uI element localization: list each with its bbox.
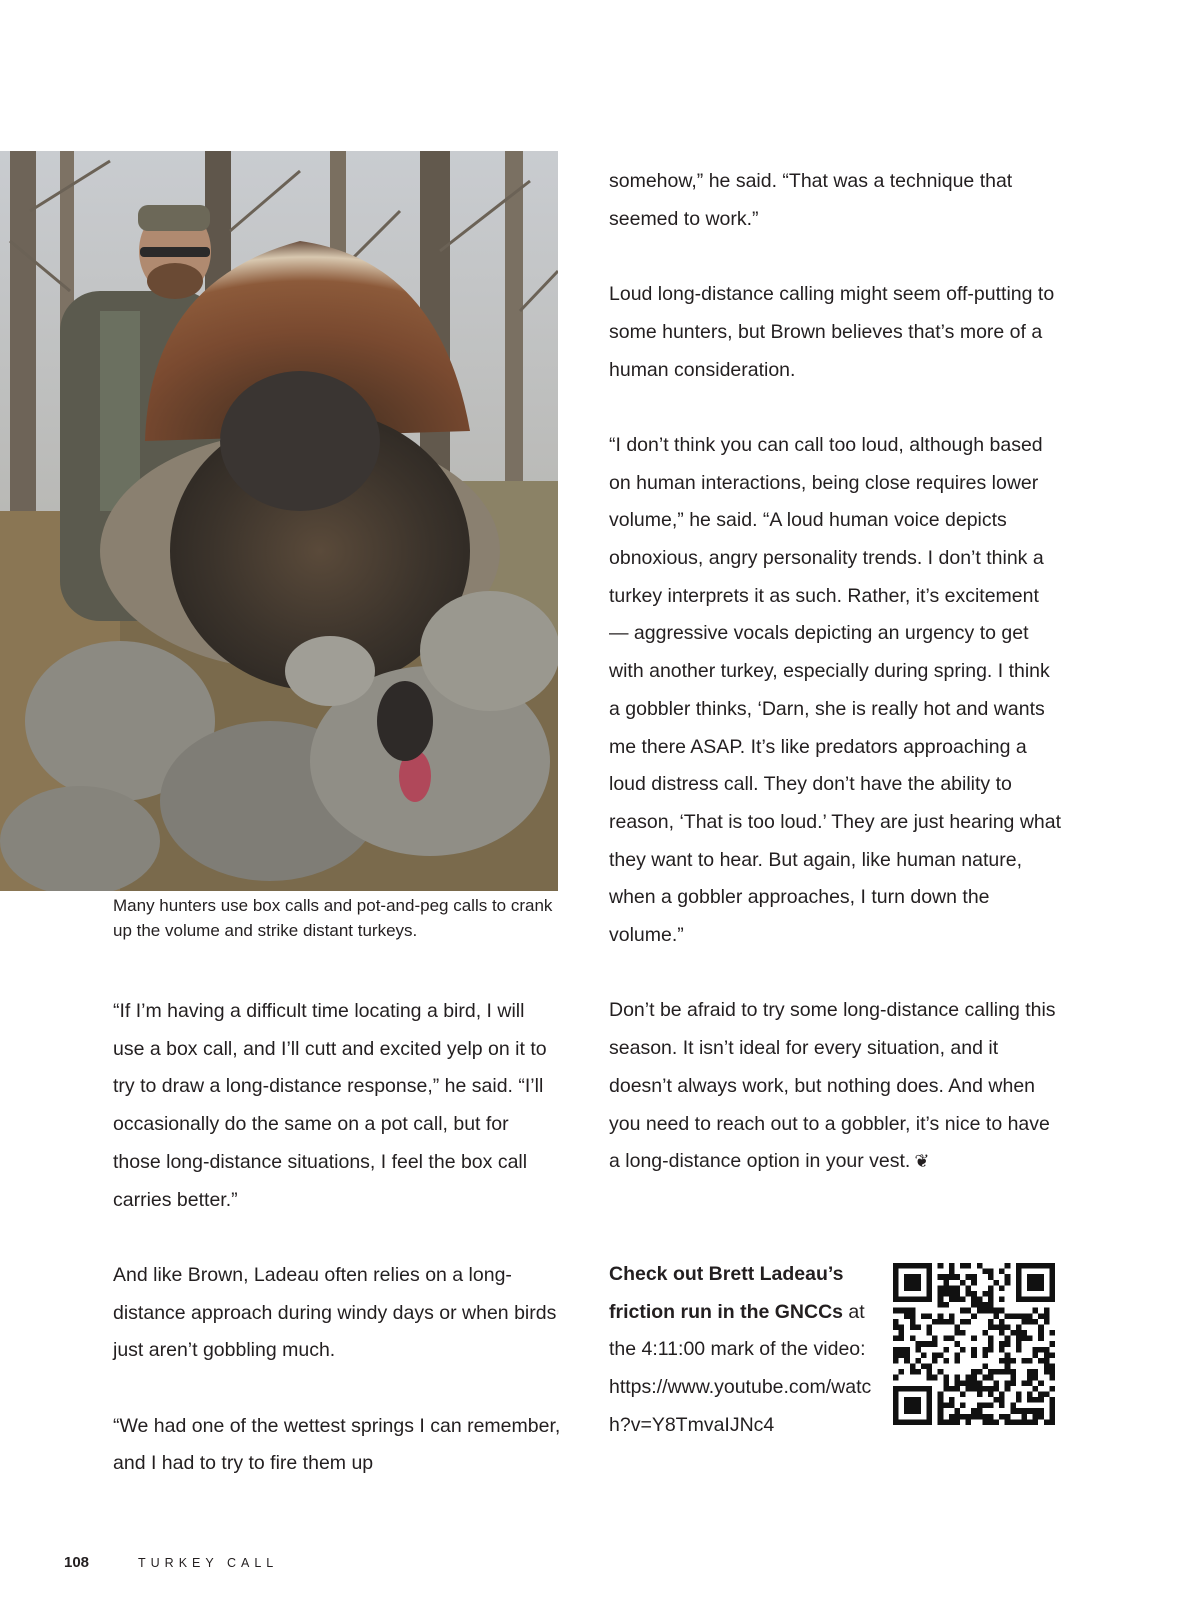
- paragraph: “We had one of the wettest springs I can remember, and I had to try to fire them up: [113, 1414, 561, 1475]
- photo-caption: Many hunters use box calls and pot-and-peg calls to crank up the volume and strike distant turkeys.: [113, 896, 553, 940]
- paragraph: “I don’t think you can call too loud, although based on human interactions, being close requires lower volume,” he said. “A loud human voice depicts obnoxious, angry personality trends. I don’t think a turkey interprets it as such. Rather, it’s excitement — aggressive vocals depicting an urgency to get with another turkey, especially during spring. I think a gobbler thinks, ‘Darn, she is really hot and wants me there ASAP. It’s like predators approaching a loud distress call. They don’t have the ability to reason, ‘That is too loud.’ They are just hearing what they want to hear. But again, like human nature, when a gobbler approaches, I turn down the volume.”: [609, 433, 1062, 947]
- hunter-with-turkey-photo: [0, 151, 558, 891]
- paragraph: somehow,” he said. “That was a technique that seemed to work.”: [609, 170, 1013, 230]
- promo-text: at the 4:11:00 mark of the video:: [609, 1300, 866, 1361]
- paragraph: And like Brown, Ladeau often relies on a long-distance approach during windy days or when birds just aren’t gobbling much.: [113, 1263, 557, 1362]
- paragraph: Loud long-distance calling might seem off-putting to some hunters, but Brown believes that’s more of a human consideration.: [609, 283, 1055, 381]
- video-promo: [609, 1256, 879, 1445]
- magazine-name: TURKEY CALL: [138, 1556, 279, 1570]
- paragraph-text: Don’t be afraid to try some long-distance calling this season. It isn’t ideal for every situation, and it doesn’t always work, but nothing does. And when you need to reach out to a gobbler, it’s nice to have a long-distance option in your vest.: [609, 999, 1056, 1173]
- paragraph-last: [609, 992, 1061, 1181]
- video-link[interactable]: https://www.youtube.com/watch?v=Y8TmvaIJNc4: [609, 1376, 872, 1436]
- qr-code-icon[interactable]: [893, 1263, 1055, 1425]
- page-number: 108: [64, 1554, 90, 1571]
- right-column: [609, 163, 1061, 1181]
- promo-bold-text: Check out Brett Ladeau’s friction run in the GNCCs: [609, 1263, 844, 1323]
- left-column: [113, 993, 561, 1521]
- end-mark-icon: ❦: [914, 1151, 930, 1172]
- paragraph: “If I’m having a difficult time locating a bird, I will use a box call, and I’ll cutt and excited yelp on it to try to draw a long-distance response,” he said. “I’ll occasionally do the same on a pot call, but for those long-distance situations, I feel the box call carries better.”: [113, 1000, 547, 1211]
